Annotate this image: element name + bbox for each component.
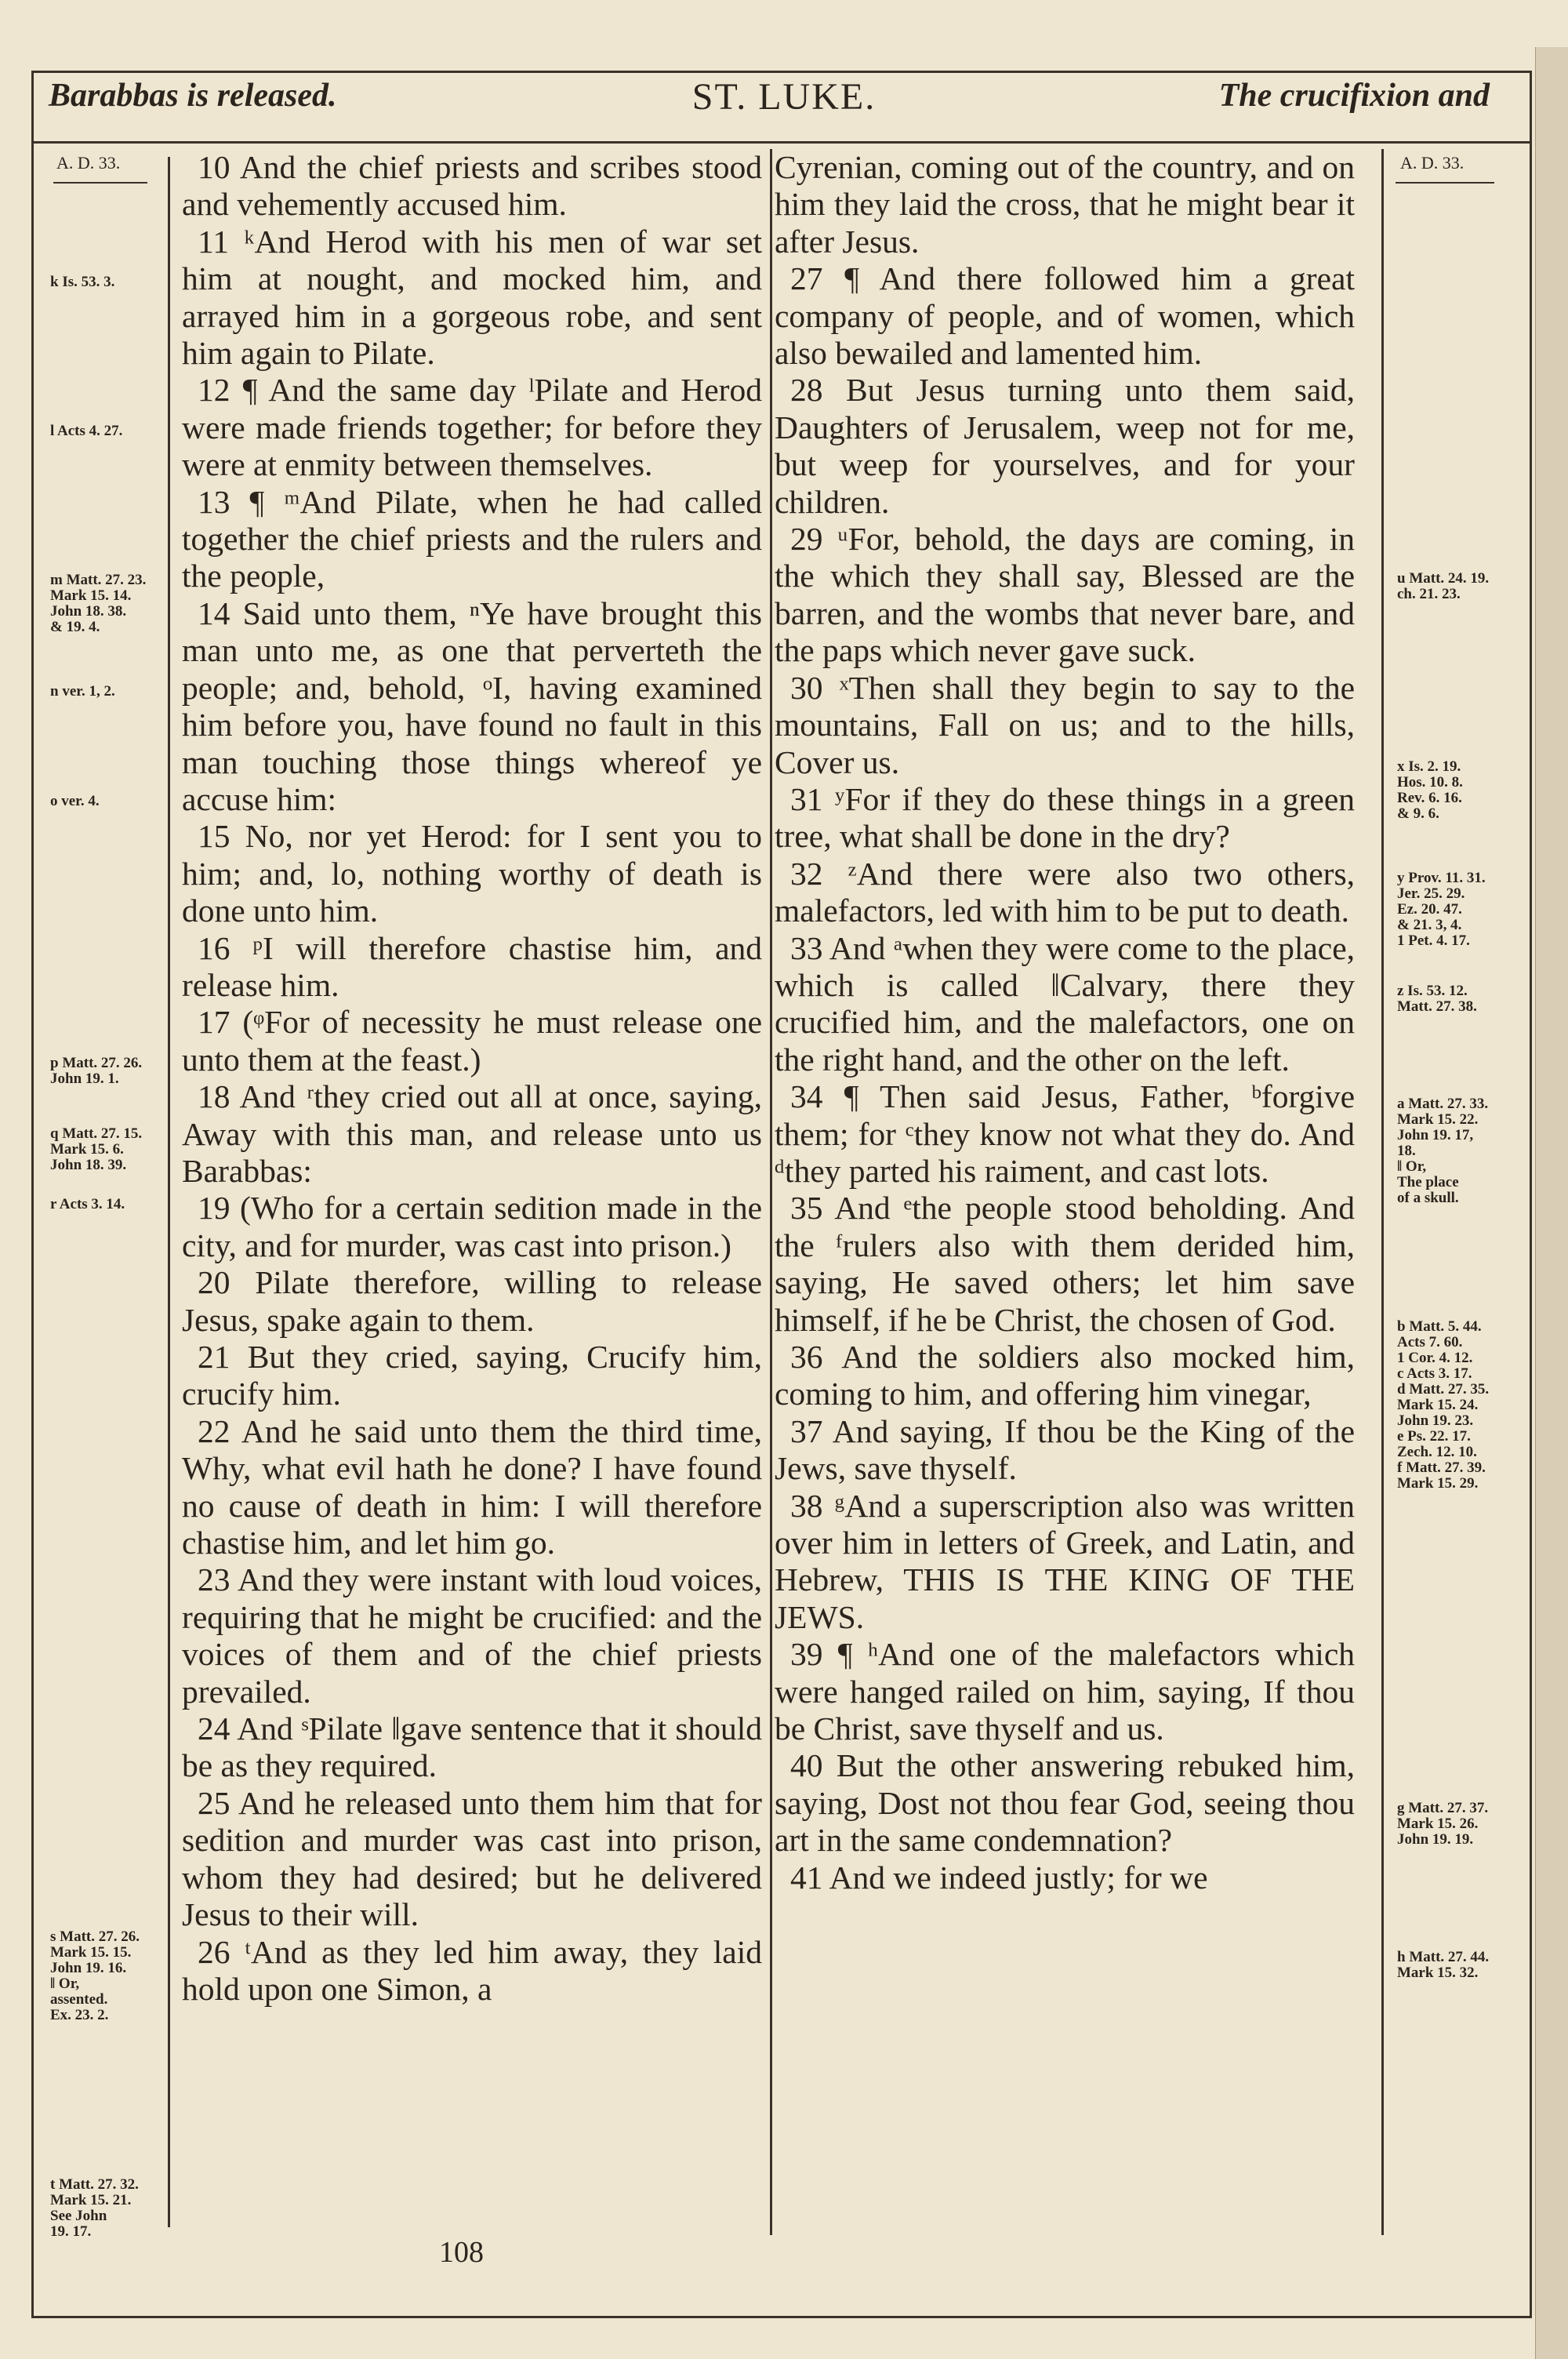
verse: 13 ¶ ᵐAnd Pilate, when he had called together the chief priests and the rulers and the people, [182,483,762,594]
verse: 22 And he said unto them the third time, Why, what evil hath he done? I have found no cause of death in him: I will therefore chastise him, and let him go. [182,1412,762,1561]
verse: 19 (Who for a certain sedition made in the city, and for murder, was cast into prison.) [182,1190,762,1263]
margin-reference: r Acts 3. 14. [50,1196,125,1212]
verse: 32 ᶻAnd there were also two others, malefactors, led with him to be put to death. [775,855,1355,929]
margin-reference: u Matt. 24. 19. ch. 21. 23. [1397,570,1490,602]
margin-reference: g Matt. 27. 37. Mark 15. 26. John 19. 19. [1397,1800,1489,1848]
verse: 10 And the chief priests and scribes stood and vehemently accused him. [182,149,762,223]
verse: 18 And ʳthey cried out all at once, saying, Away with this man, and release unto us Barabbas: [182,1078,762,1189]
margin-reference: m Matt. 27. 23. Mark 15. 14. John 18. 38. & 19. 4. [50,572,147,635]
verse: 26 ᵗAnd as they led him away, they laid hold upon one Simon, a [182,1933,762,2007]
verse: 34 ¶ Then said Jesus, Father, ᵇforgive them; for ᶜthey know not what they do. And ᵈthey parted his raiment, and cast lots. [775,1078,1355,1189]
margin-reference: t Matt. 27. 32. Mark 15. 21. See John 19. 17. [50,2176,139,2240]
ad-rule-right [1396,182,1494,184]
verse: 11 ᵏAnd Herod with his men of war set him at nought, and mocked him, and arrayed him in a gorgeous robe, and sent him again to Pilate. [182,223,762,372]
verse: 39 ¶ ʰAnd one of the malefactors which were hanged railed on him, saying, If thou be Christ, save thyself and us. [775,1636,1355,1747]
verse: 25 And he released unto them him that for sedition and murder was cast into prison, whom they had desired; but he delivered Jesus to their will. [182,1784,762,1933]
right-margin-divider [1381,149,1384,2235]
verse: 36 And the soldiers also mocked him, coming to him, and offering him vinegar, [775,1339,1355,1412]
ad-label-right: A. D. 33. [1400,153,1465,173]
verse: 41 And we indeed justly; for we [790,1859,1208,1896]
verse: 35 And ᵉthe people stood beholding. And the ᶠrulers also with them derided him, saying, He saved others; let him save himself, if he be Christ, the chosen of God. [775,1190,1355,1338]
verse: 20 Pilate therefore, willing to release Jesus, spake again to them. [182,1264,762,1338]
verse: 28 But Jesus turning unto them said, Daughters of Jerusalem, weep not for me, but weep for yourselves, and for your children. [775,372,1355,520]
margin-reference: a Matt. 27. 33. Mark 15. 22. John 19. 17, 18. ‖ Or, The place of a skull. [1397,1096,1489,1206]
margin-reference: s Matt. 27. 26. Mark 15. 15. John 19. 16. ‖ Or, assented. Ex. 23. 2. [50,1928,140,2023]
verse: 16 ᵖI will therefore chastise him, and release him. [182,929,762,1003]
margin-reference: z Is. 53. 12. Matt. 27. 38. [1397,983,1477,1015]
ad-rule-left [53,182,147,184]
running-head-right: The crucifixion and [1218,78,1490,114]
margin-reference: l Acts 4. 27. [50,423,123,439]
ad-label-left: A. D. 33. [56,153,121,173]
margin-reference: y Prov. 11. 31. Jer. 25. 29. Ez. 20. 47. & 21. 3, 4. 1 Pet. 4. 17. [1397,870,1486,949]
verse: 23 And they were instant with loud voices, requiring that he might be crucified: and the voices of them and of the chief priests prevailed. [182,1561,762,1710]
verse: 31 ʸFor if they do these things in a green tree, what shall be done in the dry? [775,780,1355,855]
header-rule [31,141,1532,144]
verse: 40 But the other answering rebuked him, saying, Dost not thou fear God, seeing thou art in the same condemnation? [775,1747,1355,1859]
margin-reference: k Is. 53. 3. [50,274,115,290]
verse: Cyrenian, coming out of the country, and on him they laid the cross, that he might bear it after Jesus. [775,149,1355,260]
facing-page-edge [1535,47,1568,2359]
text-column-right [775,149,1355,1896]
margin-reference: x Is. 2. 19. Hos. 10. 8. Rev. 6. 16. & 9. 6. [1397,758,1463,822]
verse: 30 ˣThen shall they begin to say to the mountains, Fall on us; and to the hills, Cover us. [775,669,1355,780]
verse: 15 No, nor yet Herod: for I sent you to him; and, lo, nothing worthy of death is done unto him. [182,818,762,929]
left-margin-divider [168,157,170,2227]
verse: 17 (ᵠFor of necessity he must release one unto them at the feast.) [182,1004,762,1078]
page-number: 108 [439,2236,484,2269]
verse: 27 ¶ And there followed him a great company of people, and of women, which also bewailed and lamented him. [775,260,1355,372]
verse: 29 ᵘFor, behold, the days are coming, in the which they shall say, Blessed are the barren, and the wombs that never bare, and the paps which never gave suck. [775,521,1355,669]
verse: 12 ¶ And the same day ˡPilate and Herod were made friends together; for before they were at enmity between themselves. [182,372,762,483]
verse: 37 And saying, If thou be the King of the Jews, save thyself. [775,1412,1355,1487]
verse: 14 Said unto them, ⁿYe have brought this man unto me, as one that perverteth the people; and, behold, ᵒI, having examined him before you, have found no fault in this man touching those things whereof ye accuse him: [182,594,762,817]
margin-reference: q Matt. 27. 15. Mark 15. 6. John 18. 39. [50,1125,143,1173]
margin-reference: o ver. 4. [50,793,100,809]
verse: 24 And ˢPilate ‖gave sentence that it should be as they required. [182,1710,762,1784]
verse: 38 ᵍAnd a superscription also was written over him in letters of Greek, and Latin, and Hebrew, THIS IS THE KING OF THE JEWS. [775,1487,1355,1635]
margin-reference: b Matt. 5. 44. Acts 7. 60. 1 Cor. 4. 12. c Acts 3. 17. d Matt. 27. 35. Mark 15. 24. John 19. 23. e Ps. 22. 17. Zech. 12. 10. f Matt. 27. 39. Mark 15. 29. [1397,1318,1490,1492]
margin-reference: n ver. 1, 2. [50,683,115,700]
margin-reference: h Matt. 27. 44. Mark 15. 32. [1397,1949,1490,1981]
margin-reference: p Matt. 27. 26. John 19. 1. [50,1055,143,1087]
book-title: ST. LUKE. [691,76,877,118]
column-divider [770,149,772,2235]
running-head-left: Barabbas is released. [49,78,337,114]
text-column-left [182,149,762,2008]
verse: 21 But they cried, saying, Crucify him, crucify him. [182,1339,762,1412]
verse: 33 And ᵃwhen they were come to the place, which is called ‖Calvary, there they crucified him, and the malefactors, one on the right hand, and the other on the left. [775,929,1355,1078]
